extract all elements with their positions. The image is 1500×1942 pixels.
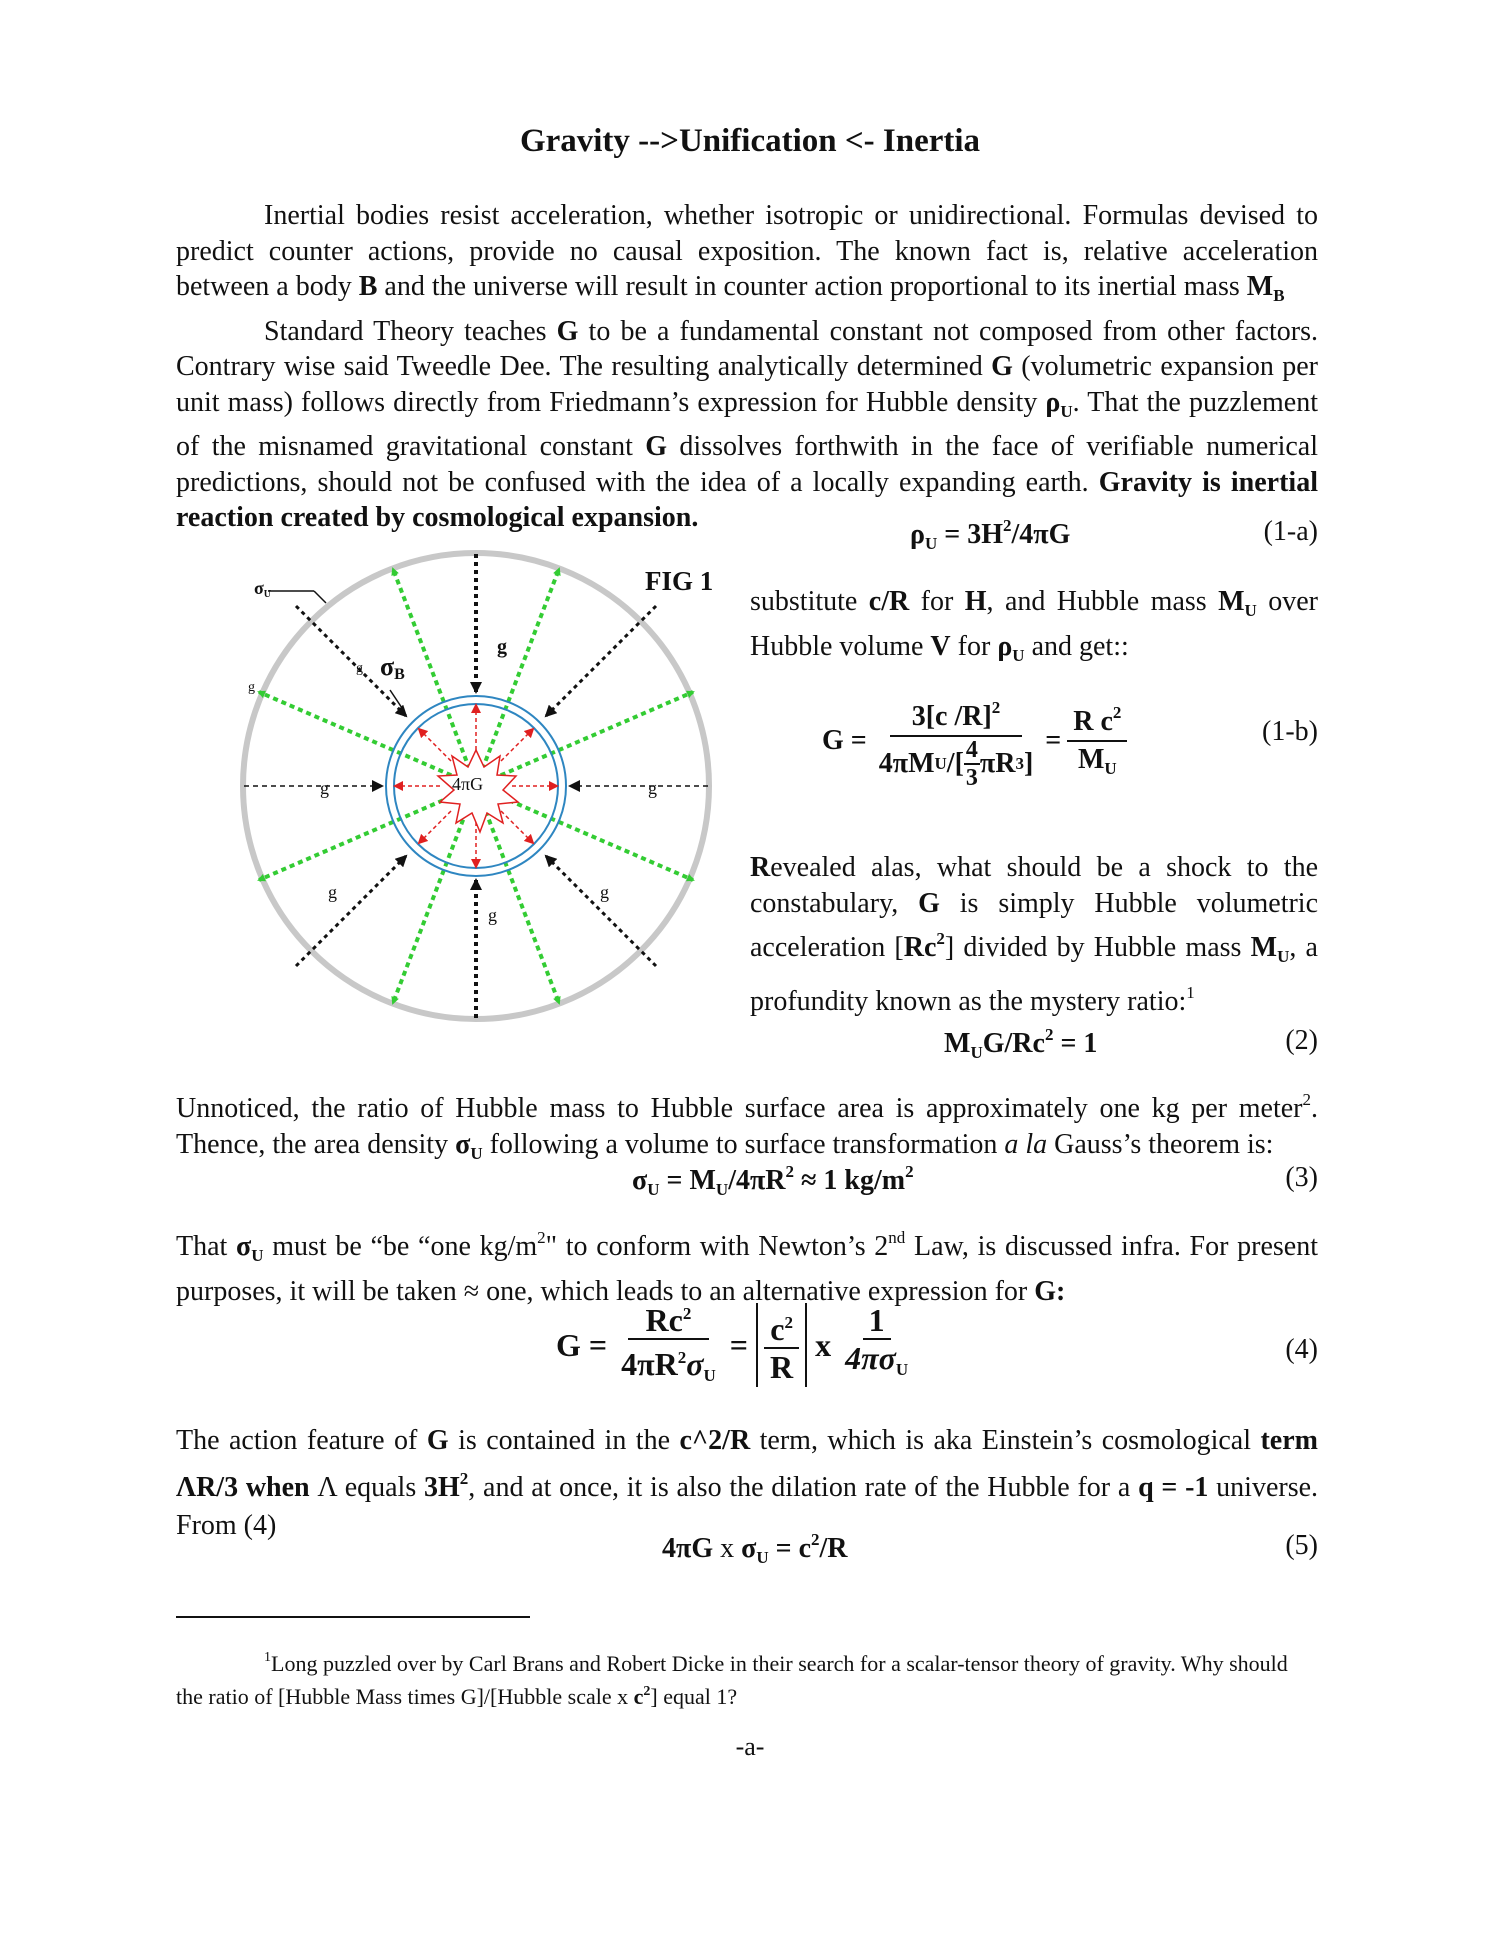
eq-part: = 1 (1053, 1028, 1098, 1059)
symbol: G (918, 887, 940, 919)
text-run: for (909, 586, 965, 617)
text-run: is simply Hubble volumetric acceleration [ (750, 887, 1319, 963)
denominator: 3 (965, 765, 978, 791)
numerator (890, 690, 1023, 737)
eq-part: ≈ 1 kg/m (794, 1165, 906, 1196)
subscript: B (1273, 286, 1285, 305)
superscript: 2 (677, 1348, 687, 1367)
footnote-text: Long puzzled over by Carl Brans and Robert Dicke in their search for a scalar-tensor theory of gravity. Why should the ratio of [Hubble Mass times G]/[Hubble scale x (176, 1651, 1288, 1709)
equation-number-1b: (1-b) (1262, 716, 1318, 747)
eq-part: 4πσ (845, 1340, 896, 1376)
intro-paragraph-1 (176, 198, 1318, 314)
text-run: , and Hubble mass (986, 586, 1219, 617)
subscript: U (263, 589, 272, 600)
symbol-rho: ρ (1045, 386, 1061, 418)
sigma-symbol: σ (380, 652, 395, 681)
superscript: 2 (643, 1684, 651, 1699)
fig-g-label: g (356, 661, 363, 676)
text-run: universe. From (4) (176, 1472, 1319, 1541)
subscript: U (1012, 645, 1025, 665)
eq-part: σ (632, 1165, 648, 1196)
equation-number-4: (4) (1285, 1334, 1318, 1365)
text-run: " to conform with Newton’s 2 (545, 1231, 889, 1262)
eq-part: /[ (946, 748, 964, 779)
sigma-b-leader-line (390, 690, 402, 708)
fig-g-label: g (328, 882, 337, 902)
superscript: 2 (785, 1162, 795, 1181)
text-run: The action feature of (176, 1425, 427, 1456)
superscript: 2 (991, 698, 1001, 717)
superscript: 2 (1044, 1025, 1054, 1044)
superscript: 2 (1003, 516, 1012, 535)
numerator: 4 (965, 737, 978, 763)
text-run: evealed alas, what should be a shock to the constabulary, (750, 852, 1318, 919)
subscript: U (647, 1180, 660, 1199)
eq-part: /R (819, 1533, 848, 1564)
text-run: Gauss’s theorem is: (1047, 1128, 1274, 1160)
superscript: 3 (1015, 754, 1024, 773)
eq-part: 3[c /R] (911, 701, 992, 732)
eq-part: ρ (910, 519, 925, 550)
subscript: U (703, 1366, 716, 1385)
subscript: U (934, 754, 947, 773)
text-run: , a profundity known as the mystery ratio: (750, 932, 1318, 1017)
inner-fraction (964, 737, 980, 791)
eq-part: /4πG (1011, 519, 1071, 550)
numerator (628, 1296, 710, 1340)
eq-part: = 3H (937, 519, 1003, 550)
symbol-m: M (1246, 271, 1274, 302)
symbol: M (1250, 932, 1278, 963)
text-run: , and at once, it is also the dilation rate of the Hubble for a (468, 1472, 1139, 1503)
footnote (176, 1644, 1318, 1711)
side-paragraph-1 (750, 584, 1318, 673)
eq-part: σ (686, 1346, 704, 1382)
fig-g-label: g (497, 636, 507, 658)
fraction (615, 1296, 722, 1394)
text-run: . Thence, the area density (176, 1093, 1318, 1160)
denominator (1072, 742, 1123, 787)
emphasis-statement: Gravity is inertial reaction created by cosmological expansion. (176, 466, 1318, 533)
eq-lhs: G = (822, 724, 867, 756)
page-title: Gravity -->Unification <- Inertia (519, 123, 981, 159)
bracketed-fraction (756, 1303, 807, 1387)
symbol: c (633, 1684, 644, 1709)
footnote-text: ] equal 1? (650, 1684, 738, 1709)
subscript: U (470, 1143, 483, 1163)
superscript: 2 (1302, 1090, 1311, 1109)
symbol: q = -1 (1138, 1472, 1209, 1503)
superscript: 2 (682, 1304, 692, 1323)
footnote-mark: 1 (264, 1650, 271, 1665)
text-run: and the universe will result in counter action proportional to its inertial mass (377, 271, 1247, 302)
text-run: over Hubble volume (750, 586, 1318, 662)
equation-3 (632, 1162, 914, 1200)
text-run: term, which is aka Einstein’s cosmological (750, 1425, 1261, 1456)
eq-sign: = (729, 1326, 749, 1363)
fig-g-label: g (648, 778, 657, 798)
subscript: U (1104, 758, 1117, 778)
text-run: and get:: (1024, 630, 1129, 662)
fig-g-label: g (320, 778, 329, 798)
intro-text (176, 198, 1318, 536)
superscript: 2 (459, 1469, 469, 1488)
numerator (764, 1305, 799, 1349)
equation-number-3: (3) (1285, 1162, 1318, 1193)
symbol: G: (1034, 1275, 1066, 1307)
symbol: c/R (868, 586, 910, 617)
equation-number-1a: (1-a) (1263, 516, 1318, 547)
fraction (839, 1302, 914, 1388)
eq-part: σ (741, 1533, 757, 1564)
subscript: U (1060, 401, 1073, 421)
subscript: U (970, 1043, 983, 1062)
denominator (873, 737, 1040, 791)
eq-lhs: G = (556, 1326, 608, 1363)
subscript: B (394, 666, 405, 683)
sigma-u-leader-line (314, 591, 326, 603)
italic-phrase: a la (1004, 1128, 1048, 1160)
symbol: G (426, 1425, 449, 1456)
footnote-mark: 1 (1186, 982, 1195, 1002)
superscript: 2 (1112, 702, 1122, 722)
text-run: to be a fundamental constant not composed from other factors. Contrary wise said Tweedle Dee. The resulting analytically determined (176, 315, 1318, 382)
symbol-b: B (358, 271, 378, 302)
subscript: U (756, 1548, 769, 1567)
subscript: U (251, 1246, 264, 1265)
fig-center-label: 4πG (452, 774, 484, 794)
sigma-symbol: σ (254, 578, 264, 598)
drop-letter: R (750, 852, 771, 883)
figure-1-label: FIG 1 (645, 566, 714, 596)
eq-part: 4πM (878, 748, 935, 779)
eq-part: = M (659, 1165, 716, 1196)
denominator (839, 1340, 914, 1388)
paragraph-3 (176, 1082, 1318, 1171)
equation-number-5: (5) (1285, 1530, 1318, 1561)
text-run: Λ equals (309, 1472, 424, 1503)
eq-part: 4πR (621, 1346, 678, 1382)
eq-part: /4πR (728, 1165, 786, 1196)
denominator: R (770, 1349, 794, 1385)
text-run: ] divided by Hubble mass (944, 932, 1251, 963)
page-number: -a- (735, 1732, 765, 1761)
equation-1b (822, 690, 1127, 791)
eq-part: G/Rc (982, 1028, 1045, 1059)
equation-4 (556, 1296, 914, 1394)
text-run: substitute (750, 586, 869, 617)
eq-part: x (713, 1533, 742, 1564)
symbol: 3H (423, 1472, 460, 1503)
superscript: 2 (936, 929, 945, 948)
symbol-g: G (556, 315, 579, 347)
subscript: U (924, 534, 938, 553)
subscript: U (1277, 947, 1290, 966)
paragraph-5 (176, 1422, 1318, 1545)
symbol: c^2/R (679, 1425, 751, 1456)
fig-g-label: g (248, 680, 255, 695)
text-run: . That the puzzlement of the misnamed gravitational constant (176, 386, 1318, 462)
fig-g-label: g (488, 905, 497, 925)
superscript: 2 (784, 1313, 793, 1332)
times-sign: x (815, 1326, 832, 1363)
text-run: (volumetric expansion per unit mass) follows directly from Friedmann’s expression for Hubble density (176, 351, 1319, 418)
equation-5 (662, 1530, 848, 1568)
superscript: 2 (905, 1162, 914, 1181)
text-run: for (950, 630, 998, 662)
intro-paragraph-2 (176, 314, 1318, 536)
eq-part: M (944, 1028, 971, 1059)
eq-sign: = (1045, 724, 1062, 756)
eq-part: c (770, 1311, 785, 1347)
eq-part: M (1077, 743, 1105, 775)
superscript: 2 (811, 1530, 820, 1549)
text-run: must be “be “one kg/m (263, 1231, 538, 1262)
eq-part: πR (979, 748, 1016, 779)
text-run: following a volume to surface transformation (482, 1128, 1005, 1160)
symbol: V (930, 630, 951, 662)
text-run: Standard Theory teaches (264, 315, 557, 347)
subscript: U (715, 1180, 729, 1199)
symbol: H (964, 586, 987, 617)
subscript: U (1244, 601, 1257, 620)
numerator: 1 (863, 1302, 891, 1340)
text-run: That (176, 1231, 237, 1262)
eq-part: ] (1023, 748, 1034, 779)
eq-part: R c (1073, 705, 1113, 737)
symbol-g: G (991, 351, 1013, 382)
symbol: σ (455, 1128, 471, 1160)
equation-number-2: (2) (1285, 1025, 1318, 1056)
equation-1a (910, 516, 1070, 554)
symbol: Rc (903, 932, 937, 963)
fig-g-label: g (600, 882, 609, 902)
side-paragraph-2 (750, 850, 1318, 1019)
superscript: nd (888, 1228, 906, 1247)
fig-sigma-b-label (380, 652, 405, 684)
eq-part: = c (768, 1533, 812, 1564)
fig-sigma-u-label (254, 578, 271, 600)
symbol: σ (236, 1231, 252, 1262)
text-run: Law, is discussed infra. For present purposes, it will be taken ≈ one, which leads to an alternative expression for (176, 1231, 1319, 1307)
footnote-separator (176, 1616, 530, 1618)
numerator (1067, 695, 1127, 742)
fraction (1067, 695, 1127, 787)
text-run: is contained in the (448, 1425, 680, 1456)
eq-part: Rc (645, 1302, 683, 1338)
text-run: Inertial bodies resist acceleration, whether isotropic or unidirectional. Formulas devised to predict counter actions, provide no causal exposition. The known fact is, relative acceleration between a body (176, 200, 1318, 302)
equation-2 (944, 1025, 1097, 1063)
eq-part: 4πG (662, 1533, 714, 1564)
text-run: Unnoticed, the ratio of Hubble mass to Hubble surface area is approximately one kg per meter (176, 1093, 1303, 1124)
symbol: term ΛR/3 when (176, 1425, 1318, 1503)
denominator (615, 1340, 722, 1394)
text-run: dissolves forthwith in the face of verifiable numerical predictions, should not be confused with the idea of a locally expanding earth. (176, 431, 1319, 498)
symbol: M (1218, 586, 1245, 617)
superscript: 2 (537, 1228, 546, 1247)
fraction (873, 690, 1040, 791)
subscript: U (895, 1360, 909, 1379)
symbol: ρ (997, 630, 1013, 662)
symbol-g: G (645, 431, 668, 462)
